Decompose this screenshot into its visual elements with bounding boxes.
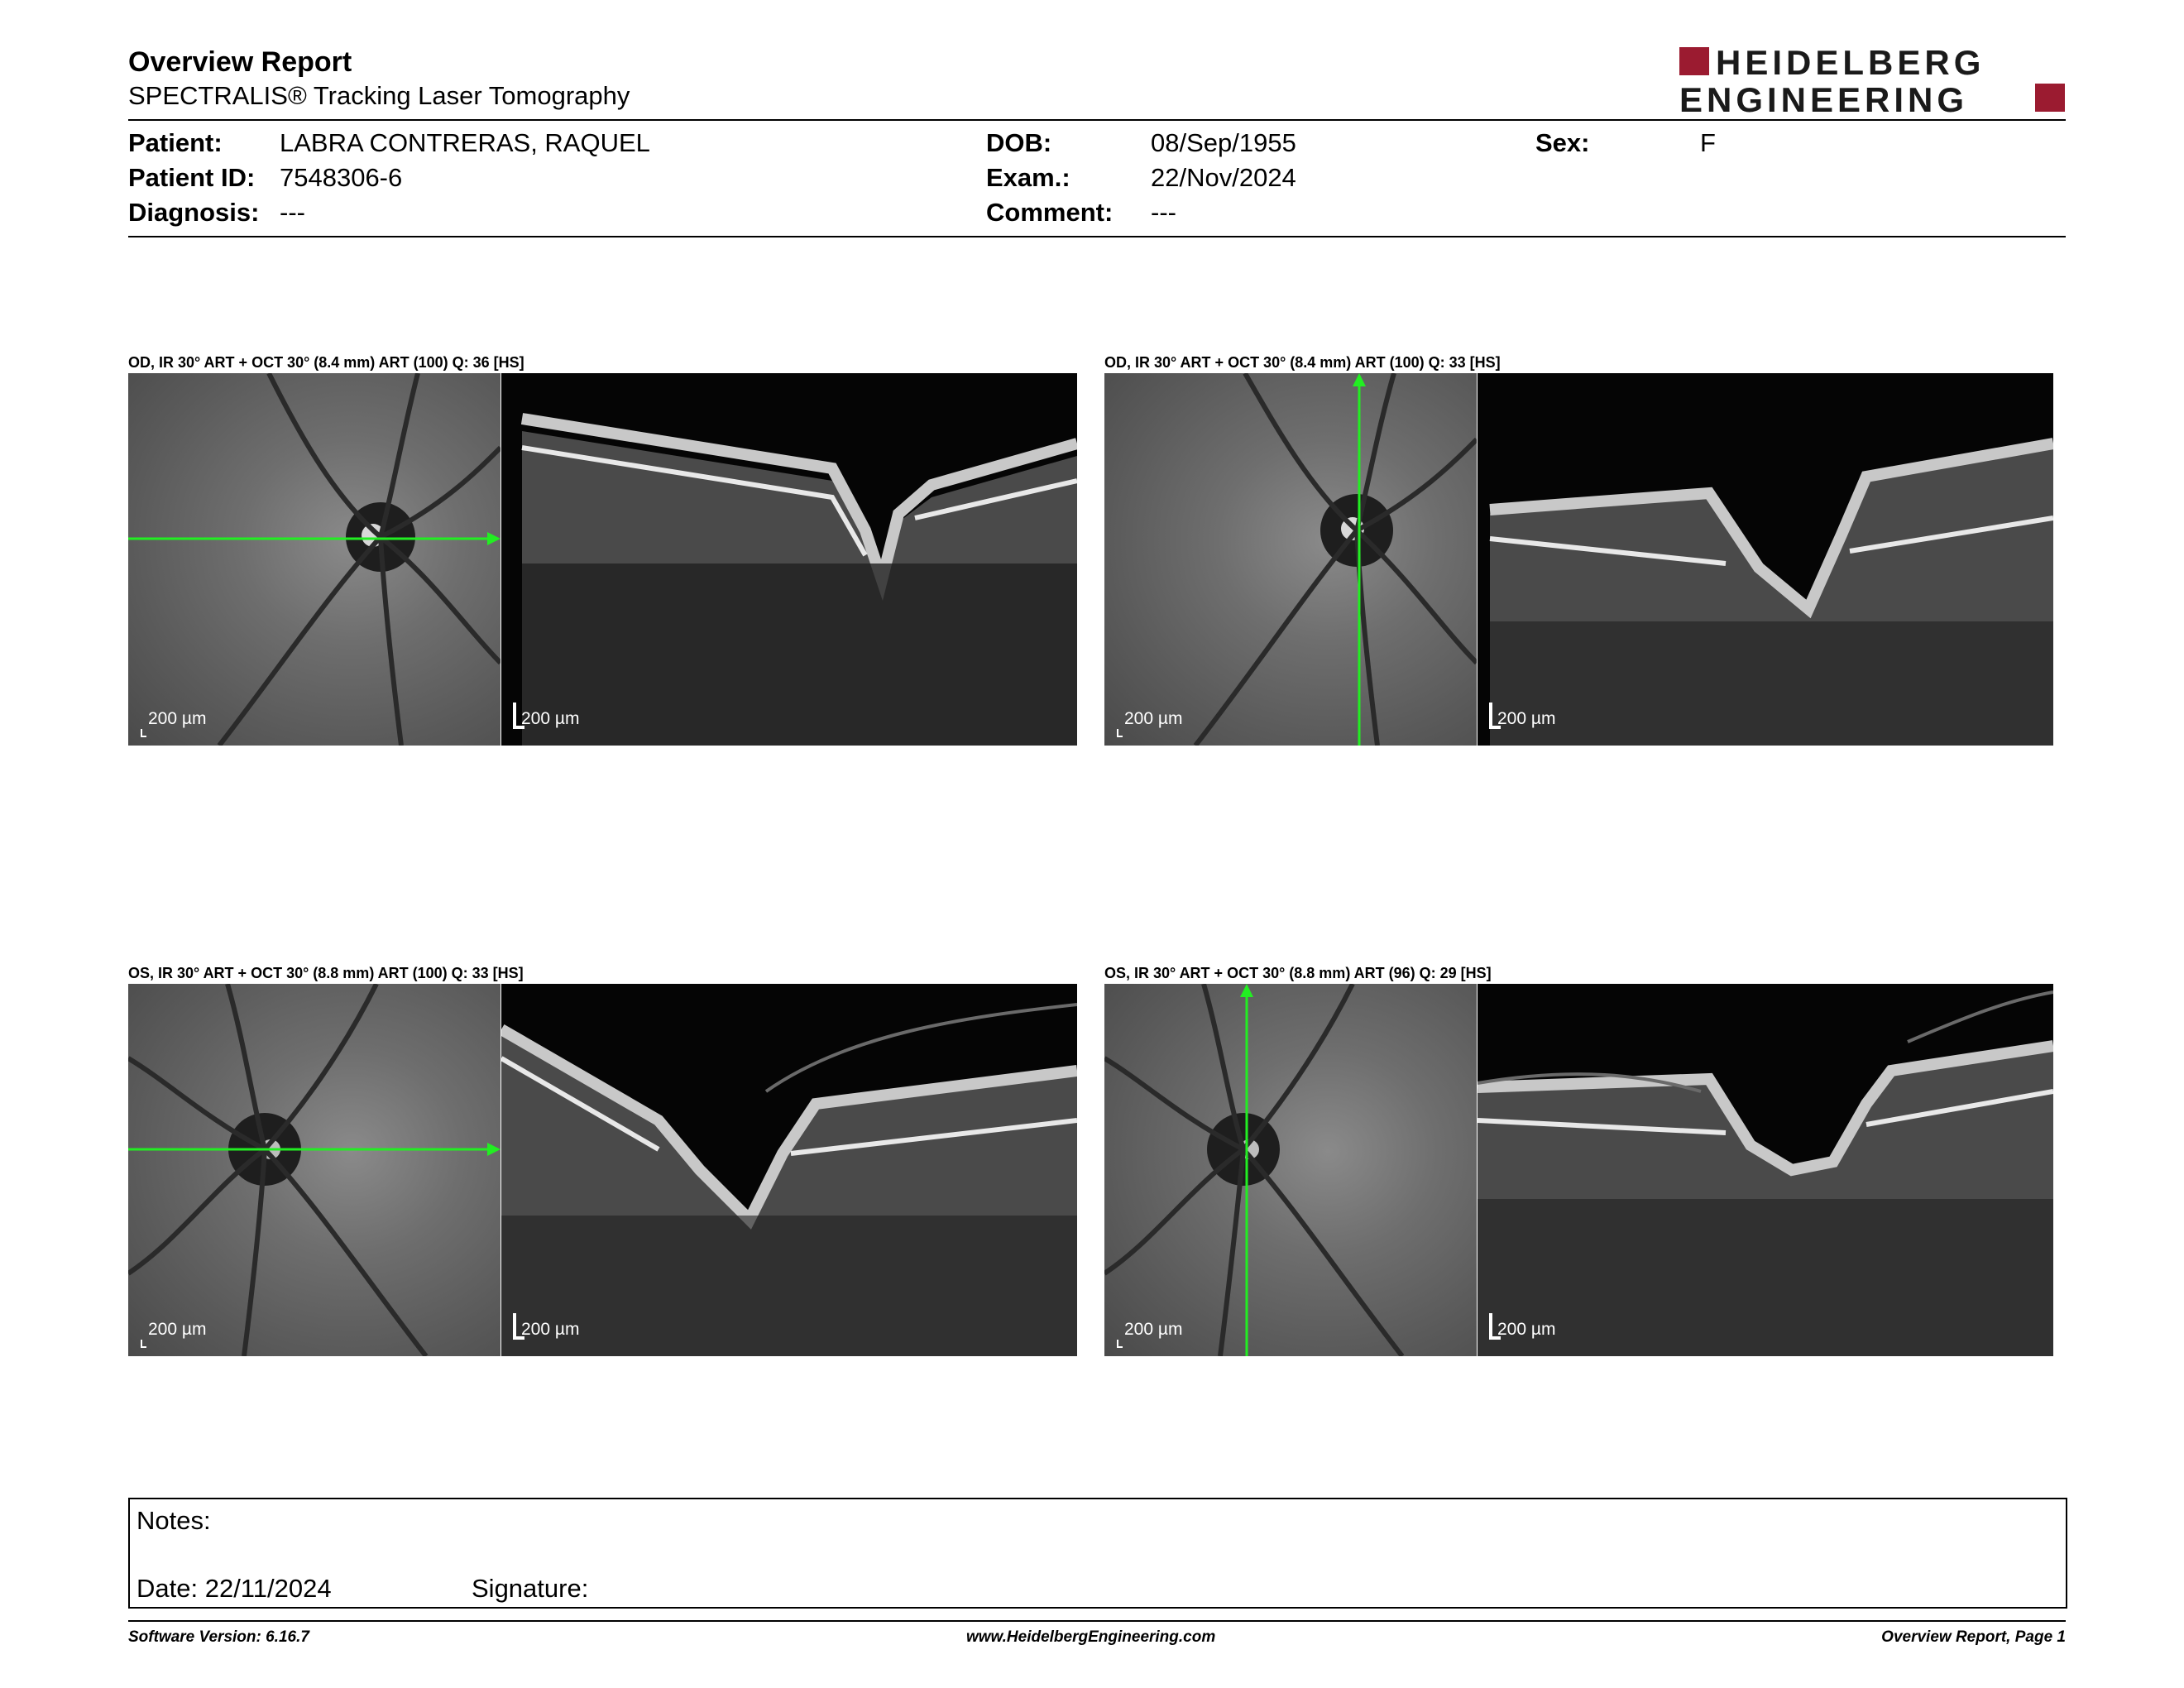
- ir-scale-label: 200 µm: [148, 1320, 207, 1339]
- software-version: Software Version: 6.16.7: [128, 1628, 309, 1646]
- ir-scale-label: 200 µm: [1124, 709, 1183, 728]
- ir-fundus-image: [128, 373, 500, 746]
- oct-retina-layers: [501, 373, 1077, 746]
- scan-label: OS, IR 30° ART + OCT 30° (8.8 mm) ART (96) Q: 29 [HS]: [1104, 965, 1492, 981]
- comment-value: ---: [1151, 198, 1176, 227]
- ir-fundus-image: [128, 984, 500, 1356]
- website-link[interactable]: www.HeidelbergEngineering.com: [966, 1628, 1216, 1646]
- oct-retina-layers: [1478, 984, 2053, 1356]
- svg-text:ENGINEERING: ENGINEERING: [1679, 80, 1969, 115]
- footer-divider: [128, 1620, 2066, 1622]
- sex-value: F: [1700, 128, 1716, 157]
- exam-label: Exam.:: [986, 163, 1070, 192]
- oct-scale-label: 200 µm: [1497, 709, 1556, 728]
- heidelberg-engineering-logo: [1679, 46, 2066, 115]
- patient-divider: [128, 236, 2066, 237]
- diagnosis-value: ---: [280, 198, 305, 227]
- page-number: Overview Report, Page 1: [1881, 1628, 2066, 1646]
- oct-bscan-image: [1478, 984, 2053, 1356]
- oct-retina-layers: [501, 984, 1077, 1356]
- oct-scale-label: 200 µm: [521, 1320, 580, 1339]
- notes-box: [128, 1498, 2067, 1609]
- comment-label: Comment:: [986, 198, 1114, 227]
- patient-id-label: Patient ID:: [128, 163, 256, 192]
- date-label: Date: 22/11/2024: [136, 1574, 332, 1603]
- header-divider: [128, 119, 2066, 121]
- ir-scale-label: 200 µm: [1124, 1320, 1183, 1339]
- ir-fundus-image: [1104, 373, 1477, 746]
- fundus-vessels: [1104, 373, 1477, 746]
- signature-label: Signature:: [472, 1574, 589, 1603]
- ir-fundus-image: [1104, 984, 1477, 1356]
- sex-label: Sex:: [1535, 128, 1590, 157]
- oct-scale-label: 200 µm: [1497, 1320, 1556, 1339]
- fundus-vessels: [128, 984, 500, 1356]
- ir-scale-label: 200 µm: [148, 709, 207, 728]
- dob-label: DOB:: [986, 128, 1052, 157]
- fundus-vessels: [128, 373, 500, 746]
- dob-value: 08/Sep/1955: [1151, 128, 1296, 157]
- scan-label: OD, IR 30° ART + OCT 30° (8.4 mm) ART (100) Q: 36 [HS]: [128, 354, 524, 371]
- oct-scale-label: 200 µm: [521, 709, 580, 728]
- notes-label: Notes:: [136, 1506, 211, 1535]
- exam-value: 22/Nov/2024: [1151, 163, 1296, 192]
- oct-bscan-image: [501, 373, 1077, 746]
- oct-retina-layers: [1478, 373, 2053, 746]
- patient-id-value: 7548306-6: [280, 163, 403, 192]
- svg-text:HEIDELBERG: HEIDELBERG: [1716, 46, 1985, 82]
- scan-label: OD, IR 30° ART + OCT 30° (8.4 mm) ART (100) Q: 33 [HS]: [1104, 354, 1501, 371]
- report-subtitle: SPECTRALIS® Tracking Laser Tomography: [128, 81, 630, 110]
- oct-bscan-image: [1478, 373, 2053, 746]
- fundus-vessels: [1104, 984, 1477, 1356]
- diagnosis-label: Diagnosis:: [128, 198, 260, 227]
- patient-name: LABRA CONTRERAS, RAQUEL: [280, 128, 650, 157]
- report-title: Overview Report: [128, 46, 352, 78]
- scan-label: OS, IR 30° ART + OCT 30° (8.8 mm) ART (100) Q: 33 [HS]: [128, 965, 524, 981]
- patient-label: Patient:: [128, 128, 223, 157]
- oct-bscan-image: [501, 984, 1077, 1356]
